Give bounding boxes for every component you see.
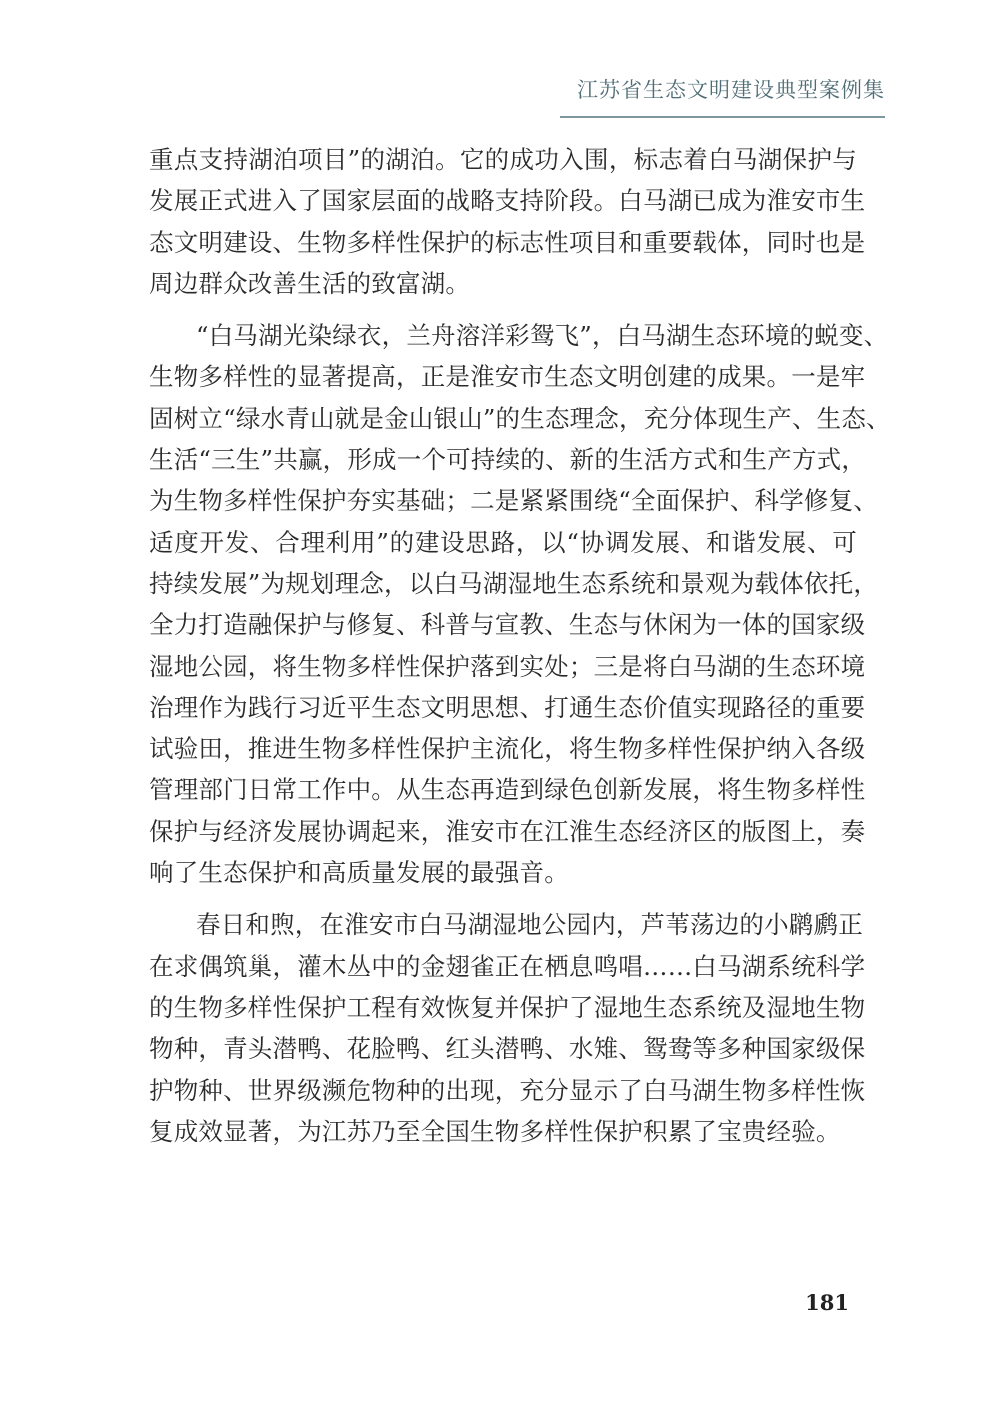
paragraph-gap (149, 893, 857, 904)
paragraph-2-line-14: 响了生态保护和高质量发展的最强音。 (149, 858, 569, 888)
paragraph-2-line-8: 全力打造融保护与修复、科普与宣教、生态与休闲为一体的国家级 (149, 610, 866, 640)
paragraph-2-line-4: 生活“三生”共赢，形成一个可持续的、新的生活方式和生产方式， (149, 445, 867, 475)
paragraph-gap (149, 304, 857, 315)
paragraph-2-line-5: 为生物多样性保护夯实基础；二是紧紧围绕“全面保护、科学修复、 (149, 486, 879, 516)
paragraph-2-line-13: 保护与经济发展协调起来，淮安市在江淮生态经济区的版图上，奏 (149, 816, 866, 846)
paragraph-2-line-7: 持续发展”为规划理念，以白马湖湿地生态系统和景观为载体依托， (149, 568, 879, 598)
paragraph-3-line-1: 春日和煦，在淮安市白马湖湿地公园内，芦苇荡边的小䴙䴘正 (196, 910, 863, 940)
paragraph-2-line-12: 管理部门日常工作中。从生态再造到绿色创新发展，将生物多样性 (149, 775, 866, 805)
paragraph-1-line-3: 态文明建设、生物多样性保护的标志性项目和重要载体，同时也是 (149, 227, 866, 257)
page-number: 181 (805, 1290, 849, 1315)
paragraph-2-line-10: 治理作为践行习近平生态文明思想、打通生态价值实现路径的重要 (149, 692, 866, 722)
paragraph-2-line-9: 湿地公园，将生物多样性保护落到实处；三是将白马湖的生态环境 (149, 651, 866, 681)
paragraph-1-line-4: 周边群众改善生活的致富湖。 (149, 268, 471, 298)
paragraph-2-line-3: 固树立“绿水青山就是金山银山”的生态理念，充分体现生产、生态、 (149, 403, 891, 433)
paragraph-3-line-6: 复成效显著，为江苏乃至全国生物多样性保护积累了宝贵经验。 (149, 1116, 841, 1146)
paragraph-3-line-3: 的生物多样性保护工程有效恢复并保护了湿地生态系统及湿地生物 (149, 992, 866, 1022)
paragraph-3-line-5: 护物种、世界级濒危物种的出现，充分显示了白马湖生物多样性恢 (149, 1075, 866, 1105)
paragraph-1-line-2: 发展正式进入了国家层面的战略支持阶段。白马湖已成为淮安市生 (149, 186, 866, 216)
paragraph-1-line-1: 重点支持湖泊项目”的湖泊。它的成功入围，标志着白马湖保护与 (149, 145, 857, 174)
running-header-title: 江苏省生态文明建设典型案例集 (577, 78, 885, 102)
body-text (149, 139, 891, 1152)
paragraph-2-line-1: “白马湖光染绿衣，兰舟溶洋彩鸳飞”，白马湖生态环境的蜕变、 (196, 321, 889, 351)
paragraph-3-line-2: 在求偶筑巢，灌木丛中的金翅雀正在栖息鸣唱……白马湖系统科学 (149, 951, 866, 981)
paragraph-3-line-4: 物种，青头潜鸭、花脸鸭、红头潜鸭、水雉、鸳鸯等多种国家级保 (149, 1034, 866, 1064)
paragraph-2-line-2: 生物多样性的显著提高，正是淮安市生态文明创建的成果。一是牢 (149, 362, 866, 392)
paragraph-2-line-6: 适度开发、合理利用”的建设思路，以“协调发展、和谐发展、可 (149, 527, 857, 557)
header-rule (560, 116, 885, 118)
paragraph-2-line-11: 试验田，推进生物多样性保护主流化，将生物多样性保护纳入各级 (149, 734, 866, 764)
